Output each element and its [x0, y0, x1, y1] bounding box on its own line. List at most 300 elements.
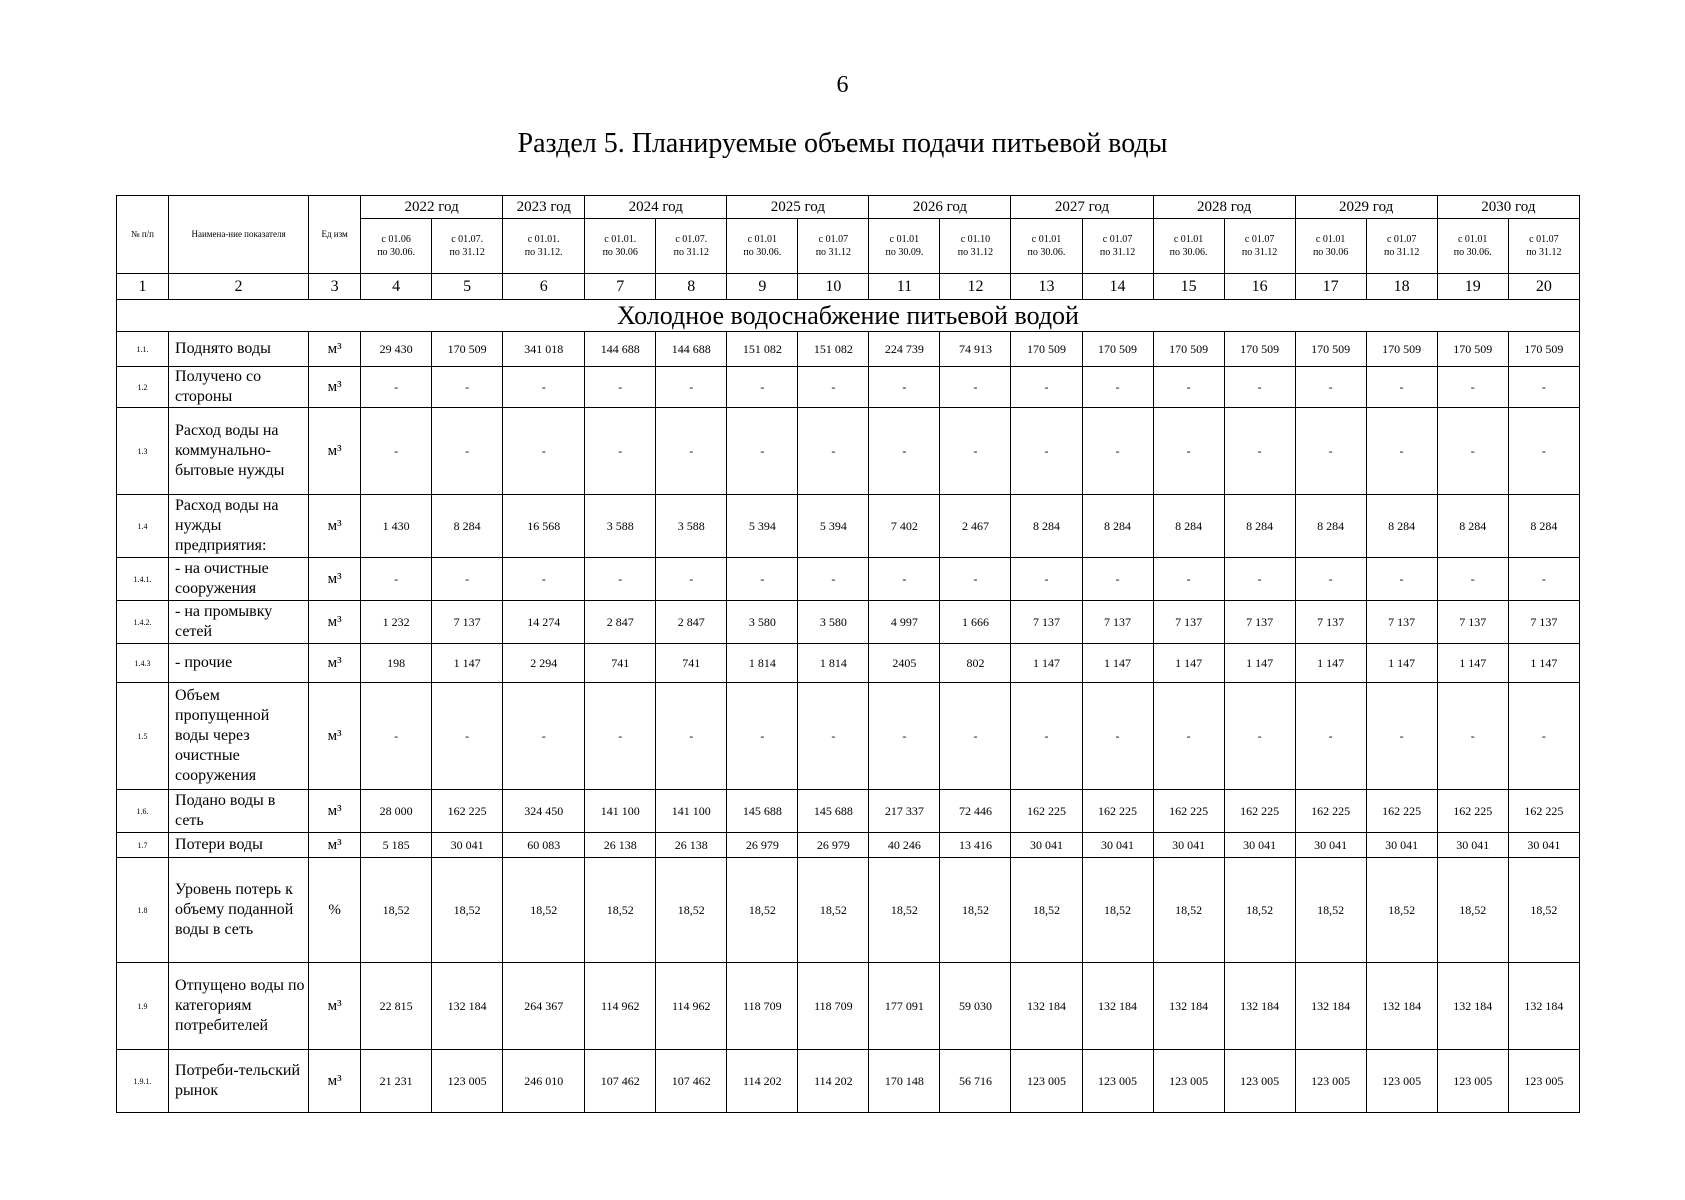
value-cell: 107 462: [585, 1050, 656, 1113]
value-cell: 145 688: [727, 790, 798, 833]
value-cell: 132 184: [1437, 963, 1508, 1050]
value-cell: 1 147: [1295, 644, 1366, 683]
period-to: по 31.12: [1099, 247, 1136, 258]
value-cell: 8 284: [1437, 495, 1508, 558]
value-cell: -: [585, 558, 656, 601]
year-header: 2025 год: [727, 196, 869, 219]
value-cell: -: [798, 367, 869, 408]
row-unit: м³: [309, 367, 361, 408]
row-unit: м³: [309, 790, 361, 833]
period-header: [1153, 219, 1224, 274]
value-cell: -: [1295, 683, 1366, 790]
value-cell: 18,52: [656, 858, 727, 963]
period-to: по 31.12: [815, 247, 852, 258]
value-cell: -: [727, 558, 798, 601]
value-cell: 123 005: [1153, 1050, 1224, 1113]
period-header: [1295, 219, 1366, 274]
value-cell: 30 041: [1508, 833, 1579, 858]
row-unit: м³: [309, 833, 361, 858]
value-cell: 7 137: [432, 601, 503, 644]
value-cell: -: [361, 683, 432, 790]
value-cell: -: [1153, 408, 1224, 495]
period-to: по 31.12: [1241, 247, 1278, 258]
value-cell: -: [1366, 683, 1437, 790]
row-unit: м³: [309, 1050, 361, 1113]
value-cell: -: [656, 558, 727, 601]
value-cell: 18,52: [1011, 858, 1082, 963]
period-header: [432, 219, 503, 274]
value-cell: -: [869, 408, 940, 495]
value-cell: 1 814: [798, 644, 869, 683]
value-cell: 30 041: [1295, 833, 1366, 858]
row-name: Поднято воды: [169, 332, 309, 367]
value-cell: -: [1224, 408, 1295, 495]
value-cell: -: [503, 408, 585, 495]
period-from: с 01.07.: [675, 234, 708, 245]
value-cell: 132 184: [432, 963, 503, 1050]
column-number: 3: [309, 274, 361, 300]
value-cell: -: [432, 558, 503, 601]
table-row: [117, 367, 1580, 408]
section-title: Раздел 5. Планируемые объемы подачи питьевой воды: [517, 128, 1168, 159]
value-cell: 170 509: [1011, 332, 1082, 367]
year-header: 2023 год: [503, 196, 585, 219]
value-cell: -: [656, 683, 727, 790]
value-cell: -: [1366, 558, 1437, 601]
value-cell: 224 739: [869, 332, 940, 367]
value-cell: -: [432, 408, 503, 495]
value-cell: 2 847: [656, 601, 727, 644]
period-to: по 30.06.: [743, 247, 782, 258]
value-cell: -: [1224, 367, 1295, 408]
value-cell: -: [1508, 683, 1579, 790]
value-cell: 162 225: [1437, 790, 1508, 833]
value-cell: -: [361, 408, 432, 495]
value-cell: 26 979: [798, 833, 869, 858]
value-cell: 123 005: [432, 1050, 503, 1113]
value-cell: 26 138: [585, 833, 656, 858]
value-cell: 151 082: [727, 332, 798, 367]
value-cell: 18,52: [1295, 858, 1366, 963]
value-cell: 162 225: [1295, 790, 1366, 833]
value-cell: -: [869, 367, 940, 408]
value-cell: 7 137: [1224, 601, 1295, 644]
row-number: 1.7: [117, 833, 169, 858]
value-cell: 1 147: [432, 644, 503, 683]
value-cell: -: [1366, 367, 1437, 408]
value-cell: 1 232: [361, 601, 432, 644]
value-cell: 2 294: [503, 644, 585, 683]
value-cell: 198: [361, 644, 432, 683]
value-cell: -: [1224, 558, 1295, 601]
column-number: 19: [1437, 274, 1508, 300]
value-cell: -: [727, 367, 798, 408]
period-to: по 31.12: [1526, 247, 1562, 258]
value-cell: -: [798, 558, 869, 601]
value-cell: -: [1082, 367, 1153, 408]
value-cell: -: [1437, 367, 1508, 408]
period-from: с 01.01: [1173, 234, 1204, 245]
value-cell: -: [1508, 558, 1579, 601]
column-number: 5: [432, 274, 503, 300]
value-cell: 1 147: [1508, 644, 1579, 683]
value-cell: 3 588: [656, 495, 727, 558]
value-cell: 18,52: [940, 858, 1011, 963]
value-cell: 324 450: [503, 790, 585, 833]
value-cell: 170 509: [1366, 332, 1437, 367]
value-cell: 16 568: [503, 495, 585, 558]
value-cell: 5 185: [361, 833, 432, 858]
row-number: 1.1.: [117, 332, 169, 367]
column-number-row: [117, 274, 1580, 300]
value-cell: -: [798, 683, 869, 790]
value-cell: 18,52: [361, 858, 432, 963]
value-cell: -: [1295, 558, 1366, 601]
value-cell: 170 509: [1508, 332, 1579, 367]
column-number: 18: [1366, 274, 1437, 300]
value-cell: -: [798, 408, 869, 495]
value-cell: -: [727, 683, 798, 790]
value-cell: 8 284: [1508, 495, 1579, 558]
value-cell: 18,52: [1366, 858, 1437, 963]
year-header: 2028 год: [1153, 196, 1295, 219]
value-cell: 21 231: [361, 1050, 432, 1113]
period-from: с 01.01.: [527, 234, 560, 245]
value-cell: 162 225: [1153, 790, 1224, 833]
row-unit: м³: [309, 408, 361, 495]
period-to: по 30.06.: [1027, 247, 1066, 258]
value-cell: 8 284: [1224, 495, 1295, 558]
row-number: 1.8: [117, 858, 169, 963]
column-number: 20: [1508, 274, 1579, 300]
value-cell: -: [1508, 367, 1579, 408]
row-unit: %: [309, 858, 361, 963]
value-cell: 170 509: [1082, 332, 1153, 367]
value-cell: 2405: [869, 644, 940, 683]
row-unit: м³: [309, 332, 361, 367]
period-to: по 30.06.: [1453, 247, 1492, 258]
value-cell: -: [1082, 558, 1153, 601]
value-cell: 162 225: [1224, 790, 1295, 833]
period-header: [503, 219, 585, 274]
value-cell: -: [940, 683, 1011, 790]
period-to: по 30.06: [602, 247, 638, 258]
value-cell: 18,52: [1437, 858, 1508, 963]
value-cell: 1 147: [1224, 644, 1295, 683]
value-cell: 162 225: [1082, 790, 1153, 833]
table-row: [117, 408, 1580, 495]
period-to: по 31.12: [673, 247, 709, 258]
value-cell: 114 202: [727, 1050, 798, 1113]
row-number: 1.9.1.: [117, 1050, 169, 1113]
value-cell: 18,52: [727, 858, 798, 963]
value-cell: -: [585, 408, 656, 495]
column-number: 17: [1295, 274, 1366, 300]
value-cell: -: [585, 683, 656, 790]
row-unit: м³: [309, 601, 361, 644]
value-cell: 2 847: [585, 601, 656, 644]
column-number: 7: [585, 274, 656, 300]
value-cell: -: [1366, 408, 1437, 495]
period-from: с 01.01: [1031, 234, 1062, 245]
value-cell: 8 284: [1082, 495, 1153, 558]
value-cell: 123 005: [1508, 1050, 1579, 1113]
column-number: 2: [169, 274, 309, 300]
value-cell: 7 137: [1082, 601, 1153, 644]
value-cell: 145 688: [798, 790, 869, 833]
period-from: с 01.01: [1315, 234, 1346, 245]
table-row: [117, 833, 1580, 858]
value-cell: 1 147: [1437, 644, 1508, 683]
value-cell: 118 709: [798, 963, 869, 1050]
value-cell: 7 137: [1153, 601, 1224, 644]
value-cell: -: [361, 367, 432, 408]
table-row: [117, 858, 1580, 963]
period-header: [361, 219, 432, 274]
period-header: [1437, 219, 1508, 274]
value-cell: 741: [656, 644, 727, 683]
value-cell: 132 184: [1508, 963, 1579, 1050]
row-number: 1.4.1.: [117, 558, 169, 601]
value-cell: 162 225: [1011, 790, 1082, 833]
header-num: № п/п: [117, 196, 169, 274]
row-name: Расход воды на нужды предприятия:: [169, 495, 309, 558]
value-cell: -: [1153, 367, 1224, 408]
value-cell: 56 716: [940, 1050, 1011, 1113]
column-number: 12: [940, 274, 1011, 300]
table-row: [117, 683, 1580, 790]
period-from: с 01.01: [889, 234, 920, 245]
value-cell: -: [869, 558, 940, 601]
period-header: [585, 219, 656, 274]
row-number: 1.6.: [117, 790, 169, 833]
period-from: с 01.07: [1529, 234, 1559, 245]
value-cell: 107 462: [656, 1050, 727, 1113]
table-row: [117, 963, 1580, 1050]
value-cell: 170 509: [432, 332, 503, 367]
value-cell: 7 137: [1366, 601, 1437, 644]
row-name: Объем пропущенной воды через очистные сооружения: [169, 683, 309, 790]
value-cell: 30 041: [1366, 833, 1437, 858]
value-cell: -: [656, 367, 727, 408]
row-unit: м³: [309, 558, 361, 601]
value-cell: 72 446: [940, 790, 1011, 833]
row-unit: м³: [309, 644, 361, 683]
table-row: [117, 601, 1580, 644]
value-cell: 8 284: [1011, 495, 1082, 558]
value-cell: 14 274: [503, 601, 585, 644]
table-row: [117, 332, 1580, 367]
value-cell: 123 005: [1295, 1050, 1366, 1113]
value-cell: 7 137: [1437, 601, 1508, 644]
value-cell: 141 100: [585, 790, 656, 833]
value-cell: 30 041: [432, 833, 503, 858]
period-header: [1224, 219, 1295, 274]
value-cell: 18,52: [1224, 858, 1295, 963]
value-cell: 162 225: [1366, 790, 1437, 833]
period-from: с 01.10: [960, 234, 991, 245]
value-cell: 5 394: [798, 495, 869, 558]
value-cell: 170 509: [1437, 332, 1508, 367]
value-cell: 18,52: [585, 858, 656, 963]
value-cell: 1 147: [1011, 644, 1082, 683]
year-header: 2029 год: [1295, 196, 1437, 219]
value-cell: 132 184: [1011, 963, 1082, 1050]
value-cell: 123 005: [1082, 1050, 1153, 1113]
column-number: 11: [869, 274, 940, 300]
value-cell: -: [432, 683, 503, 790]
value-cell: 4 997: [869, 601, 940, 644]
value-cell: -: [869, 683, 940, 790]
value-cell: 3 588: [585, 495, 656, 558]
row-number: 1.4.3: [117, 644, 169, 683]
value-cell: 132 184: [1295, 963, 1366, 1050]
year-header: 2026 год: [869, 196, 1011, 219]
period-from: с 01.07.: [451, 234, 484, 245]
row-number: 1.3: [117, 408, 169, 495]
period-to: по 31.12: [957, 247, 994, 258]
value-cell: 1 147: [1082, 644, 1153, 683]
value-cell: 132 184: [1224, 963, 1295, 1050]
period-header: [798, 219, 869, 274]
value-cell: -: [503, 683, 585, 790]
value-cell: 18,52: [798, 858, 869, 963]
value-cell: 18,52: [503, 858, 585, 963]
table-row: [117, 790, 1580, 833]
period-from: с 01.01.: [604, 234, 637, 245]
value-cell: 1 666: [940, 601, 1011, 644]
year-header: 2027 год: [1011, 196, 1153, 219]
table-row: [117, 558, 1580, 601]
value-cell: 264 367: [503, 963, 585, 1050]
value-cell: 5 394: [727, 495, 798, 558]
row-number: 1.5: [117, 683, 169, 790]
column-number: 8: [656, 274, 727, 300]
value-cell: 60 083: [503, 833, 585, 858]
value-cell: 123 005: [1437, 1050, 1508, 1113]
value-cell: -: [940, 367, 1011, 408]
value-cell: -: [940, 558, 1011, 601]
column-number: 1: [117, 274, 169, 300]
period-to: по 30.06.: [1169, 247, 1208, 258]
value-cell: 22 815: [361, 963, 432, 1050]
section-row: [117, 300, 1580, 332]
column-number: 6: [503, 274, 585, 300]
row-name: - на очистные сооружения: [169, 558, 309, 601]
period-header: [656, 219, 727, 274]
period-from: с 01.07: [818, 234, 849, 245]
period-header: [1011, 219, 1082, 274]
value-cell: 162 225: [432, 790, 503, 833]
value-cell: 123 005: [1011, 1050, 1082, 1113]
row-name: - прочие: [169, 644, 309, 683]
value-cell: -: [1153, 683, 1224, 790]
column-number: 16: [1224, 274, 1295, 300]
value-cell: 7 137: [1011, 601, 1082, 644]
value-cell: 18,52: [1508, 858, 1579, 963]
value-cell: 170 509: [1295, 332, 1366, 367]
value-cell: 8 284: [1366, 495, 1437, 558]
value-cell: -: [1011, 683, 1082, 790]
page-number: 6: [836, 72, 849, 98]
value-cell: -: [1508, 408, 1579, 495]
value-cell: -: [940, 408, 1011, 495]
section-heading: Холодное водоснабжение питьевой водой: [117, 300, 1580, 332]
value-cell: 3 580: [798, 601, 869, 644]
value-cell: 7 137: [1295, 601, 1366, 644]
value-cell: 18,52: [869, 858, 940, 963]
value-cell: -: [727, 408, 798, 495]
column-number: 10: [798, 274, 869, 300]
row-name: Уровень потерь к объему поданной воды в сеть: [169, 858, 309, 963]
value-cell: 1 147: [1366, 644, 1437, 683]
row-name: Отпущено воды по категориям потребителей: [169, 963, 309, 1050]
value-cell: 59 030: [940, 963, 1011, 1050]
value-cell: 1 430: [361, 495, 432, 558]
value-cell: 114 962: [585, 963, 656, 1050]
row-name: Получено со стороны: [169, 367, 309, 408]
value-cell: 30 041: [1224, 833, 1295, 858]
value-cell: 18,52: [432, 858, 503, 963]
year-header-row: [117, 196, 1580, 219]
value-cell: -: [1153, 558, 1224, 601]
column-number: 13: [1011, 274, 1082, 300]
value-cell: -: [1437, 683, 1508, 790]
value-cell: 1 147: [1153, 644, 1224, 683]
value-cell: 217 337: [869, 790, 940, 833]
value-cell: 114 962: [656, 963, 727, 1050]
column-number: 9: [727, 274, 798, 300]
period-header: [1366, 219, 1437, 274]
value-cell: 30 041: [1153, 833, 1224, 858]
value-cell: 144 688: [585, 332, 656, 367]
row-number: 1.4.2.: [117, 601, 169, 644]
value-cell: 3 580: [727, 601, 798, 644]
period-from: с 01.07: [1386, 234, 1417, 245]
row-name: Потери воды: [169, 833, 309, 858]
value-cell: -: [503, 558, 585, 601]
period-from: с 01.07: [1244, 234, 1275, 245]
value-cell: 123 005: [1366, 1050, 1437, 1113]
row-number: 1.4: [117, 495, 169, 558]
row-unit: м³: [309, 963, 361, 1050]
value-cell: -: [1082, 683, 1153, 790]
value-cell: 132 184: [1082, 963, 1153, 1050]
period-header: [727, 219, 798, 274]
period-from: с 01.01: [1457, 234, 1488, 245]
row-name: Потреби-тельский рынок: [169, 1050, 309, 1113]
water-supply-table: [116, 195, 1580, 1113]
value-cell: 8 284: [1295, 495, 1366, 558]
value-cell: 123 005: [1224, 1050, 1295, 1113]
value-cell: 74 913: [940, 332, 1011, 367]
row-name: Подано воды в сеть: [169, 790, 309, 833]
header-unit: Ед изм: [309, 196, 361, 274]
period-header: [1508, 219, 1579, 274]
period-to: по 30.09.: [885, 247, 924, 258]
value-cell: 151 082: [798, 332, 869, 367]
value-cell: 144 688: [656, 332, 727, 367]
value-cell: -: [1295, 408, 1366, 495]
value-cell: -: [1011, 367, 1082, 408]
row-number: 1.2: [117, 367, 169, 408]
value-cell: 141 100: [656, 790, 727, 833]
value-cell: 30 041: [1082, 833, 1153, 858]
value-cell: 741: [585, 644, 656, 683]
year-header: 2030 год: [1437, 196, 1579, 219]
value-cell: 118 709: [727, 963, 798, 1050]
value-cell: 28 000: [361, 790, 432, 833]
